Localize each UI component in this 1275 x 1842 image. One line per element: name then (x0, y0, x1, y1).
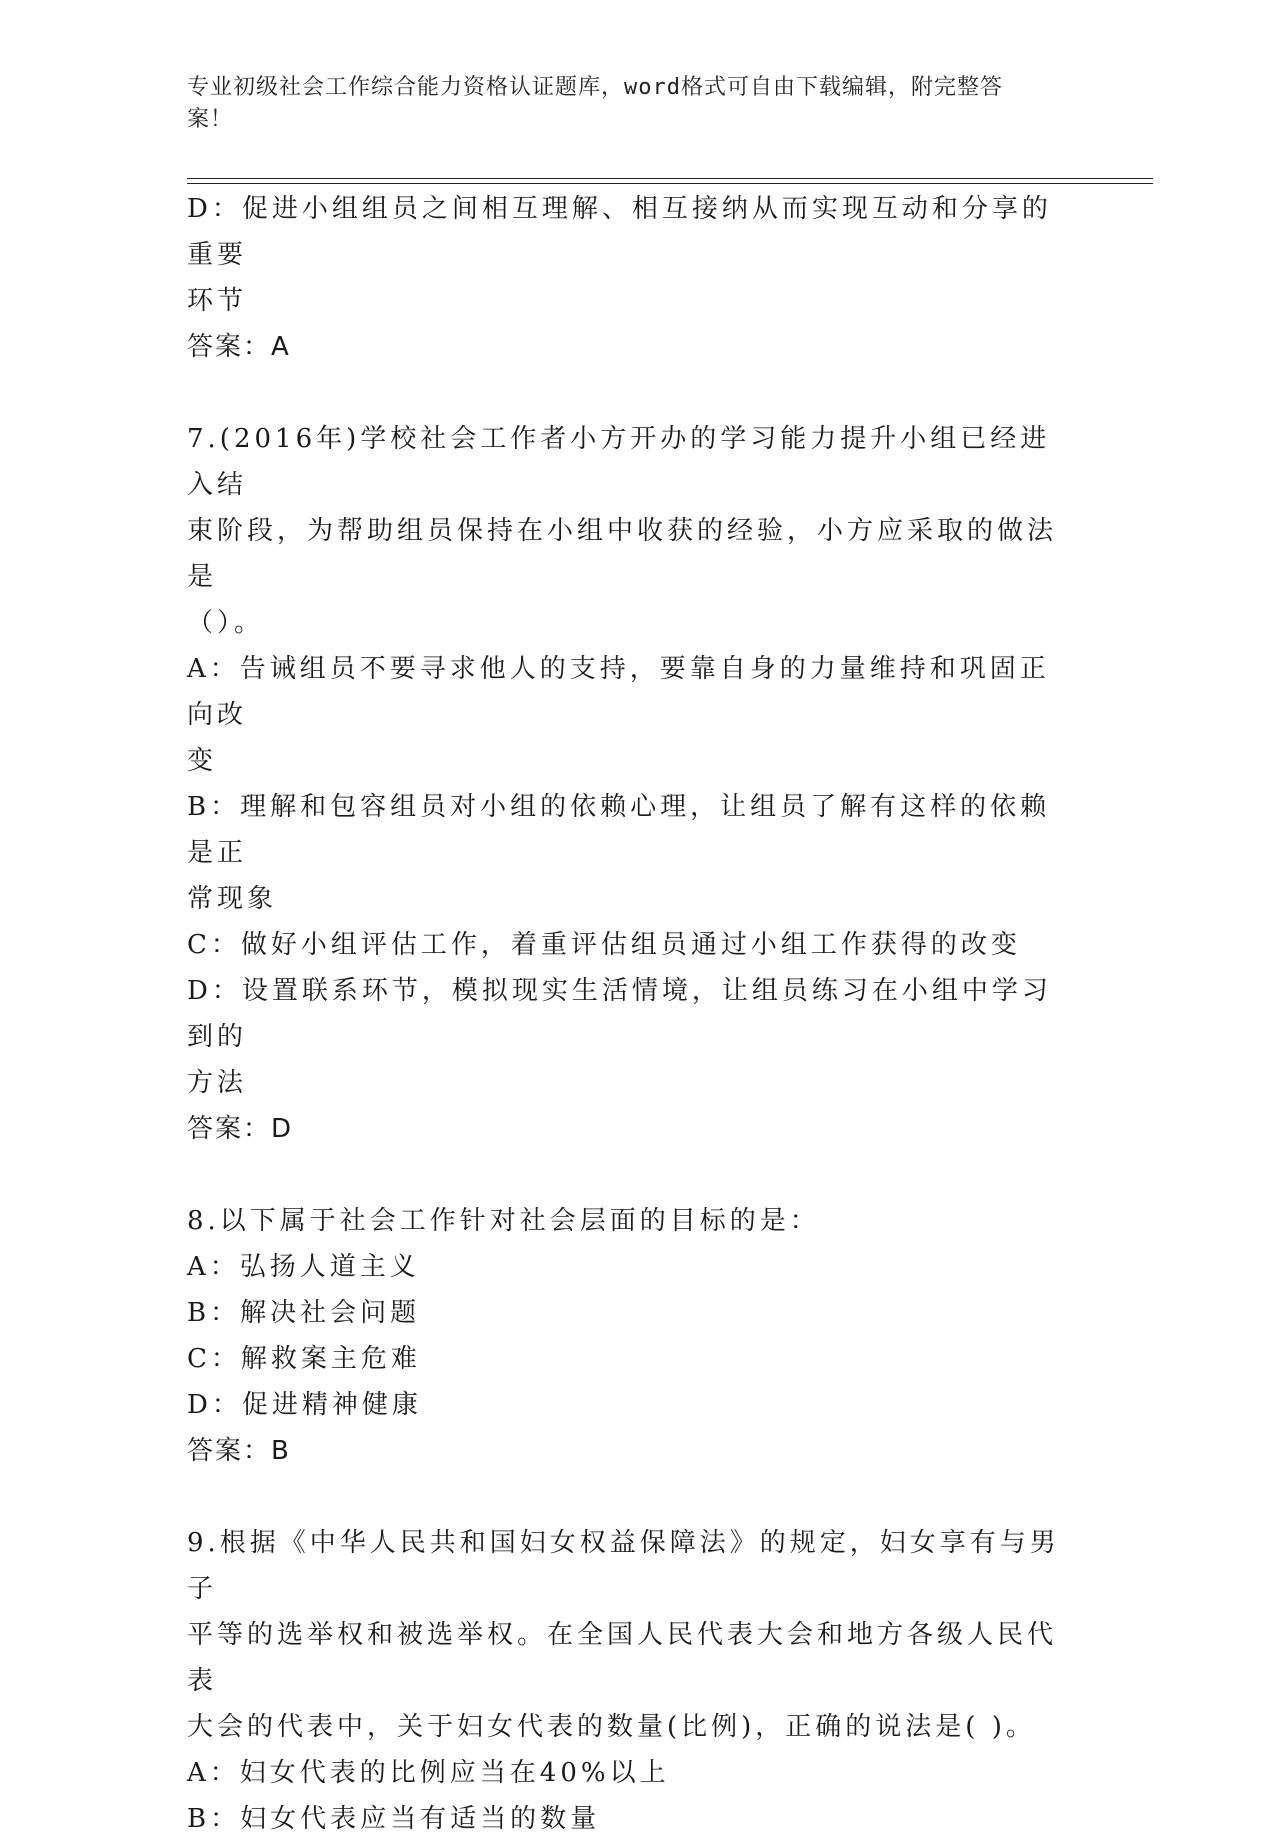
header-line-1: 专业初级社会工作综合能力资格认证题库，word格式可自由下载编辑，附完整答 (187, 75, 1003, 100)
q7-answer: 答案：D (187, 1114, 294, 1144)
q8-option-c: C：解救案主危难 (187, 1344, 421, 1374)
q8-answer: 答案：B (187, 1436, 291, 1466)
q9-stem-line-2: 平等的选举权和被选举权。在全国人民代表大会和地方各级人民代表 (187, 1620, 1058, 1696)
q7-option-a-line-1: A：告诫组员不要寻求他人的支持，要靠自身的力量维持和巩固正向改 (187, 654, 1050, 730)
q7-option-d-line-2: 方法 (187, 1068, 248, 1098)
q8-option-d: D：促进精神健康 (187, 1390, 422, 1420)
q7-option-a-line-2: 变 (187, 746, 218, 776)
q8-option-b: B：解决社会问题 (187, 1298, 421, 1328)
q6-option-d-line-2: 环节 (187, 286, 248, 316)
q9-stem-line-1: 9.根据《中华人民共和国妇女权益保障法》的规定，妇女享有与男子 (187, 1528, 1060, 1604)
q6-answer: 答案：A (187, 332, 291, 362)
question-8 (187, 1198, 1067, 1474)
question-content (187, 186, 1067, 1842)
q8-option-a: A：弘扬人道主义 (187, 1252, 420, 1282)
q7-stem-line-1: 7.(2016年)学校社会工作者小方开办的学习能力提升小组已经进入结 (187, 424, 1051, 500)
q7-option-c: C：做好小组评估工作，着重评估组员通过小组工作获得的改变 (187, 930, 1021, 960)
page-header (187, 72, 1067, 136)
q9-option-a: A：妇女代表的比例应当在40%以上 (187, 1758, 670, 1788)
q7-option-b-line-1: B：理解和包容组员对小组的依赖心理，让组员了解有这样的依赖是正 (187, 792, 1051, 868)
q9-stem-line-3: 大会的代表中，关于妇女代表的数量(比例)，正确的说法是( )。 (187, 1712, 1036, 1742)
q7-stem-line-3: （）。 (187, 608, 265, 638)
question-7 (187, 416, 1067, 1152)
q6-option-d-line-1: D：促进小组组员之间相互理解、相互接纳从而实现互动和分享的重要 (187, 194, 1052, 270)
q7-option-b-line-2: 常现象 (187, 884, 278, 914)
question-9 (187, 1520, 1067, 1842)
header-line-2: 案！ (187, 107, 234, 132)
header-double-rule (187, 178, 1153, 184)
q9-option-b: B：妇女代表应当有适当的数量 (187, 1804, 601, 1834)
q8-stem: 8.以下属于社会工作针对社会层面的目标的是： (187, 1206, 820, 1236)
question-6 (187, 186, 1067, 370)
q7-stem-line-2: 束阶段，为帮助组员保持在小组中收获的经验，小方应采取的做法是 (187, 516, 1058, 592)
q7-option-d-line-1: D：设置联系环节，模拟现实生活情境，让组员练习在小组中学习到的 (187, 976, 1052, 1052)
